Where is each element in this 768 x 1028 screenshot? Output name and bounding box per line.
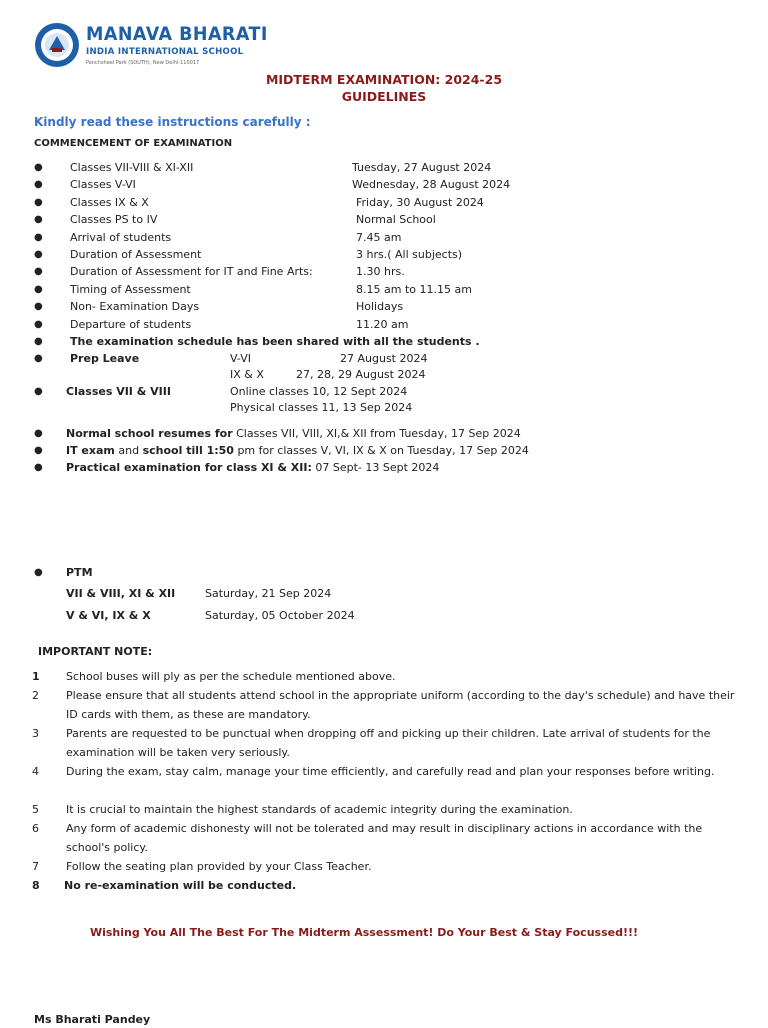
note-number: 5 <box>32 803 39 816</box>
note-number: 7 <box>32 860 39 873</box>
schedule-value: 11.20 am <box>356 318 409 331</box>
school-resumes-text: Classes VII, VIII, XI,& XII from Tuesday, 17 Sep 2024 <box>232 427 521 440</box>
note-text: No re-examination will be conducted. <box>64 879 297 892</box>
schedule-label: Timing of Assessment <box>70 283 191 296</box>
bullet-icon: ● <box>34 301 43 312</box>
note-number: 6 <box>32 822 39 835</box>
note-text: Parents are requested to be punctual when dropping off and picking up their children. Late arrival of students for the examination will be taken very seriously. <box>66 727 711 759</box>
note-number: 4 <box>32 765 39 778</box>
logo-school-name: MANAVA BHARATI <box>86 23 268 45</box>
bullet-icon: ● <box>34 232 43 243</box>
schedule-value: Wednesday, 28 August 2024 <box>352 178 511 191</box>
physical-classes: Physical classes 11, 13 Sep 2024 <box>230 401 413 414</box>
it-exam-label: IT exam <box>66 444 115 457</box>
schedule-label: Classes VII-VIII & XI-XII <box>70 161 194 174</box>
bullet-icon: ● <box>34 162 43 173</box>
note-text: Follow the seating plan provided by your Class Teacher. <box>66 860 372 873</box>
it-exam-connector: and <box>114 444 143 457</box>
prep-leave-class: IX & X <box>230 368 264 381</box>
classes-vii-viii-label: Classes VII & VIII <box>66 385 171 398</box>
bullet-icon: ● <box>34 567 43 578</box>
schedule-label: Classes IX & X <box>70 196 149 209</box>
schedule-value: Holidays <box>356 300 404 313</box>
bullet-icon: ● <box>34 353 43 364</box>
schedule-value: 7.45 am <box>356 231 402 244</box>
practical-exam-label: Practical examination for class XI & XII: <box>66 461 312 474</box>
it-exam-line <box>66 442 529 459</box>
prep-leave-label: Prep Leave <box>70 352 140 365</box>
school-emblem-icon <box>34 22 80 68</box>
schedule-label: Duration of Assessment for IT and Fine Arts: <box>70 265 313 278</box>
note-number: 2 <box>32 689 39 702</box>
logo-school-subtitle: INDIA INTERNATIONAL SCHOOL <box>86 47 244 57</box>
prep-leave-class: V-VI <box>230 352 251 365</box>
bullet-icon: ● <box>34 266 43 277</box>
note-number: 1 <box>32 670 40 683</box>
bullet-icon: ● <box>34 428 43 439</box>
schedule-label: Classes V-VI <box>70 178 136 191</box>
note-text: During the exam, stay calm, manage your time efficiently, and carefully read and plan your responses before writing. <box>66 765 715 778</box>
schedule-value: Tuesday, 27 August 2024 <box>352 161 492 174</box>
schedule-label: Duration of Assessment <box>70 248 202 261</box>
note-text: School buses will ply as per the schedule mentioned above. <box>66 670 396 683</box>
schedule-value: Normal School <box>356 213 436 226</box>
note-text: It is crucial to maintain the highest standards of academic integrity during the examination. <box>66 803 573 816</box>
ptm-date: Saturday, 21 Sep 2024 <box>205 587 332 600</box>
bullet-icon: ● <box>34 197 43 208</box>
bullet-icon: ● <box>34 462 43 473</box>
instruction-heading: Kindly read these instructions carefully : <box>34 115 311 129</box>
prep-leave-date: 27 August 2024 <box>340 352 428 365</box>
ptm-class: VII & VIII, XI & XII <box>66 587 176 600</box>
schedule-value: Friday, 30 August 2024 <box>356 196 484 209</box>
wish-message: Wishing You All The Best For The Midterm Assessment! Do Your Best & Stay Focussed!!! <box>89 926 639 939</box>
it-exam-text: pm for classes V, VI, IX & X on Tuesday, 17 Sep 2024 <box>233 444 529 457</box>
bullet-icon: ● <box>34 214 43 225</box>
practical-exam-dates: 07 Sept- 13 Sept 2024 <box>311 461 440 474</box>
ptm-class: V & VI, IX & X <box>66 609 151 622</box>
bullet-icon: ● <box>34 179 43 190</box>
school-resumes-label: Normal school resumes for <box>66 427 233 440</box>
schedule-value: 1.30 hrs. <box>356 265 405 278</box>
school-resumes-line <box>66 425 521 442</box>
school-till-label: school till 1:50 <box>142 444 234 457</box>
schedule-value: 3 hrs.( All subjects) <box>356 248 463 261</box>
bullet-icon: ● <box>34 386 43 397</box>
note-text: Please ensure that all students attend school in the appropriate uniform (according to the day's schedule) and have their ID cards with them, as these are mandatory. <box>66 689 735 721</box>
schedule-value: 8.15 am to 11.15 am <box>356 283 472 296</box>
section-heading: COMMENCEMENT OF EXAMINATION <box>34 138 233 149</box>
ptm-label: PTM <box>66 566 93 579</box>
page-title: MIDTERM EXAMINATION: 2024-25 <box>265 72 503 87</box>
bullet-icon: ● <box>34 319 43 330</box>
page-subtitle: GUIDELINES <box>341 89 427 104</box>
online-classes: Online classes 10, 12 Sept 2024 <box>230 385 408 398</box>
note-number: 8 <box>32 879 40 892</box>
bullet-icon: ● <box>34 249 43 260</box>
logo-school-address: Panchsheel Park (SOUTH), New Delhi-110017 <box>86 60 200 66</box>
schedule-label: Departure of students <box>70 318 192 331</box>
signature: Ms Bharati Pandey <box>34 1013 151 1026</box>
note-text: Any form of academic dishonesty will not be tolerated and may result in disciplinary actions in accordance with the school's policy. <box>66 822 703 854</box>
important-note-heading: IMPORTANT NOTE: <box>38 645 153 658</box>
schedule-label: Non- Examination Days <box>70 300 200 313</box>
bullet-icon: ● <box>34 445 43 456</box>
ptm-date: Saturday, 05 October 2024 <box>205 609 355 622</box>
schedule-label: Arrival of students <box>70 231 172 244</box>
practical-exam-line <box>66 459 439 476</box>
shared-note: The examination schedule has been shared with all the students . <box>70 335 480 348</box>
school-logo <box>34 22 268 72</box>
schedule-label: Classes PS to IV <box>70 213 158 226</box>
note-number: 3 <box>32 727 39 740</box>
bullet-icon: ● <box>34 284 43 295</box>
bullet-icon: ● <box>34 336 43 347</box>
prep-leave-date: 27, 28, 29 August 2024 <box>296 368 426 381</box>
